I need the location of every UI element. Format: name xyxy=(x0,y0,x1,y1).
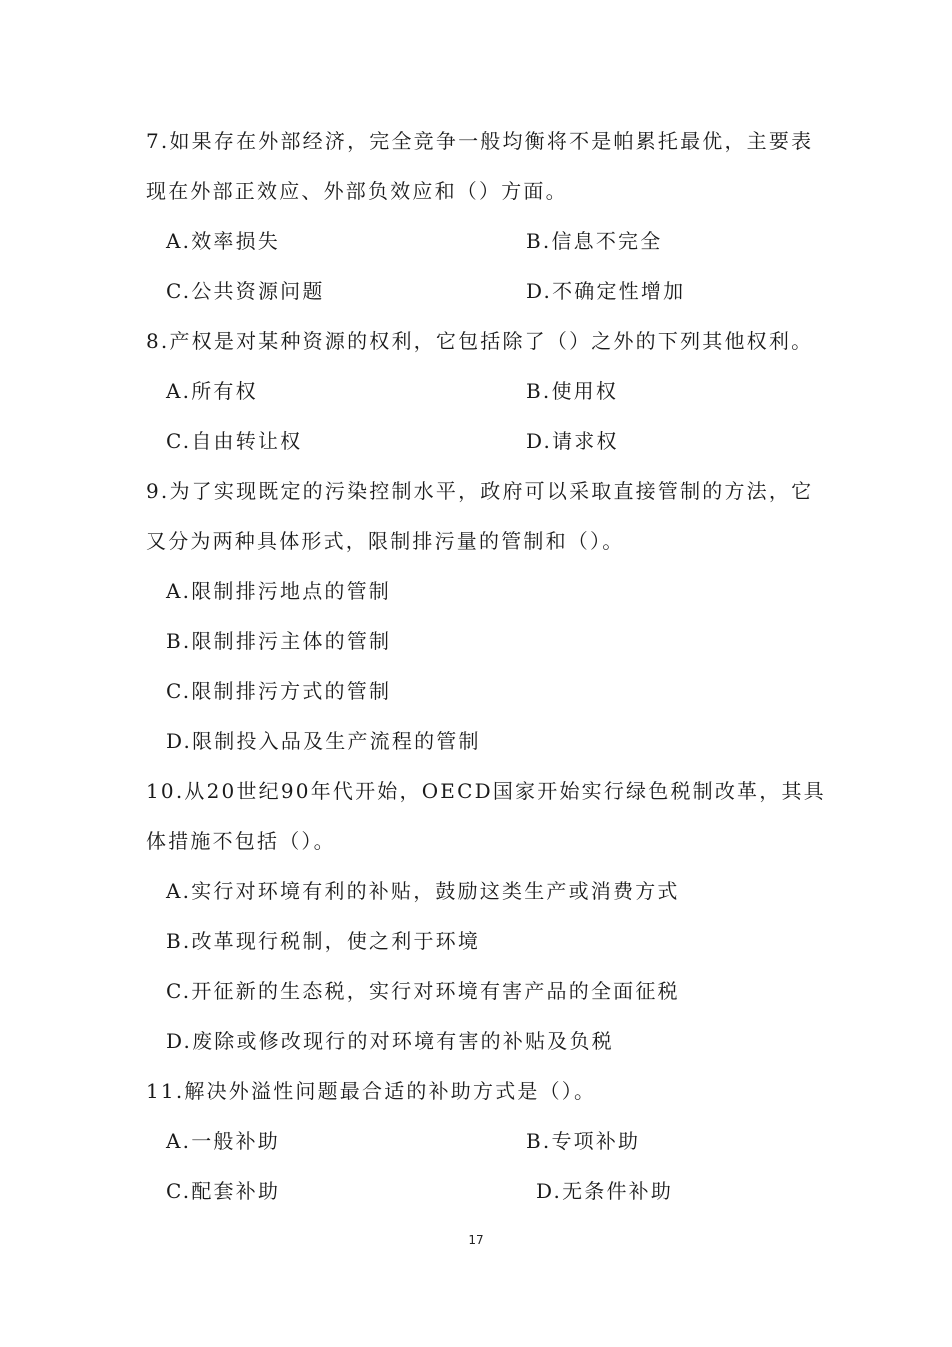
question-10-stem-line-2: 体措施不包括（）。 xyxy=(146,829,336,853)
question-9-option-c: C.限制排污方式的管制 xyxy=(166,679,392,703)
question-11-option-d: D.无条件补助 xyxy=(536,1179,674,1203)
question-7-option-d: D.不确定性增加 xyxy=(526,279,686,303)
question-8-option-a: A.所有权 xyxy=(166,379,258,403)
page-number: 17 xyxy=(468,1233,484,1247)
question-8-stem-line-1: 8.产权是对某种资源的权利，它包括除了（）之外的下列其他权利。 xyxy=(146,329,814,353)
question-9-stem-line-2: 又分为两种具体形式，限制排污量的管制和（）。 xyxy=(146,529,625,553)
question-10-option-c: C.开征新的生态税，实行对环境有害产品的全面征税 xyxy=(166,979,680,1003)
question-7-stem-line-1: 7.如果存在外部经济，完全竞争一般均衡将不是帕累托最优，主要表 xyxy=(146,129,814,153)
question-8-option-b: B.使用权 xyxy=(526,379,619,403)
question-11-option-b: B.专项补助 xyxy=(526,1129,641,1153)
question-8-option-d: D.请求权 xyxy=(526,429,619,453)
question-11-option-a: A.一般补助 xyxy=(166,1129,281,1153)
question-11-option-c: C.配套补助 xyxy=(166,1179,281,1203)
question-7-stem-line-2: 现在外部正效应、外部负效应和（）方面。 xyxy=(146,179,568,203)
question-9-stem-line-1: 9.为了实现既定的污染控制水平，政府可以采取直接管制的方法，它 xyxy=(146,479,814,503)
question-8-option-c: C.自由转让权 xyxy=(166,429,303,453)
question-9-option-d: D.限制投入品及生产流程的管制 xyxy=(166,729,481,753)
question-9-option-b: B.限制排污主体的管制 xyxy=(166,629,392,653)
question-10-option-b: B.改革现行税制，使之利于环境 xyxy=(166,929,481,953)
question-10-option-d: D.废除或修改现行的对环境有害的补贴及负税 xyxy=(166,1029,614,1053)
question-10-option-a: A.实行对环境有利的补贴，鼓励这类生产或消费方式 xyxy=(166,879,680,903)
question-11-stem-line-1: 11.解决外溢性问题最合适的补助方式是（）。 xyxy=(146,1079,597,1103)
question-9-option-a: A.限制排污地点的管制 xyxy=(166,579,392,603)
question-7-option-a: A.效率损失 xyxy=(166,229,281,253)
question-10-stem-line-1: 10.从20世纪90年代开始，OECD国家开始实行绿色税制改革，其具 xyxy=(146,779,826,803)
question-7-option-b: B.信息不完全 xyxy=(526,229,663,253)
question-7-option-c: C.公共资源问题 xyxy=(166,279,325,303)
